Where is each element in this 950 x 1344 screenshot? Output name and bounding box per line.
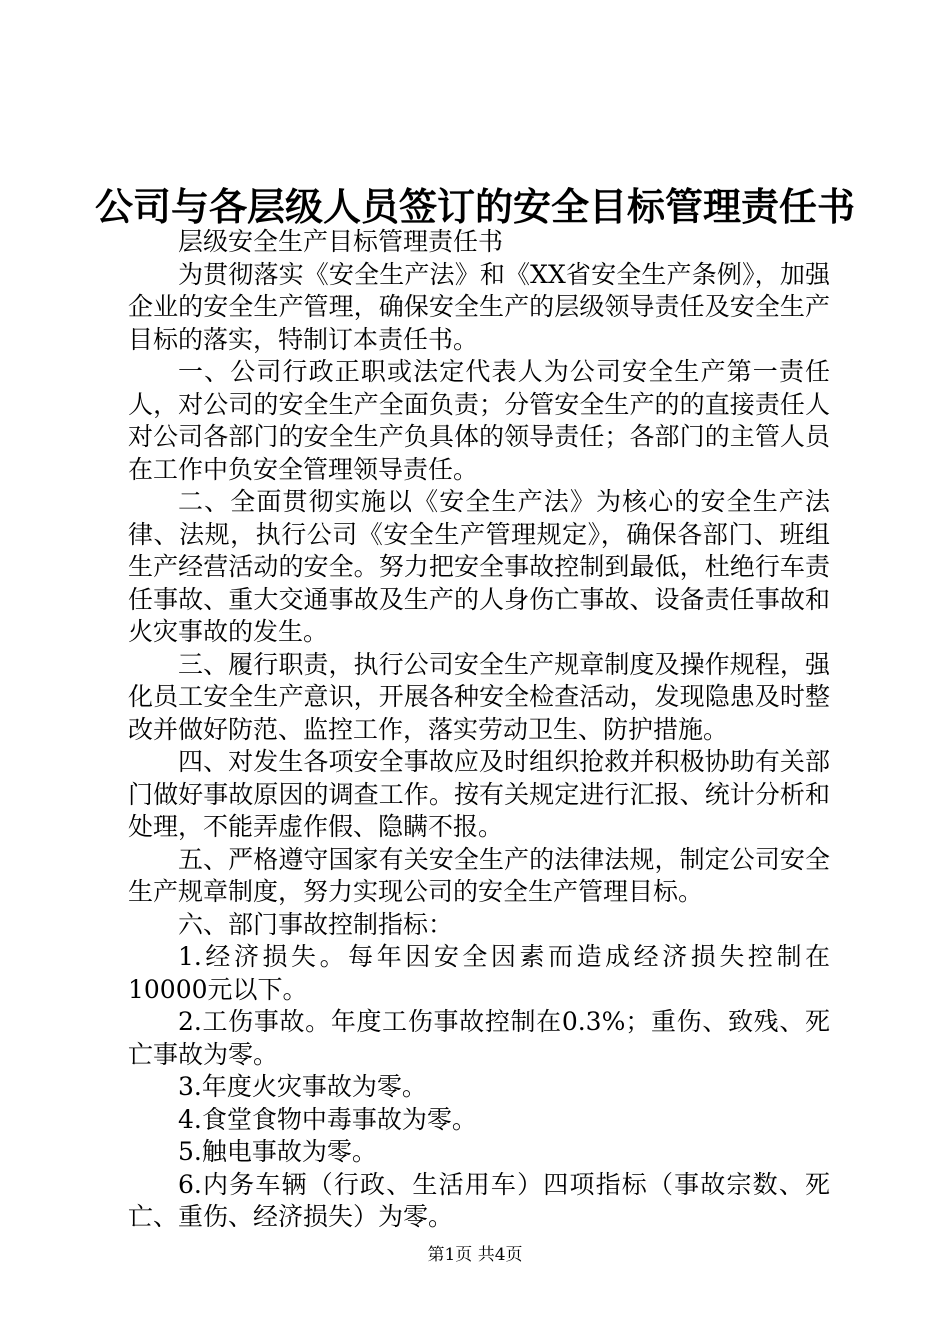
indicator-6: 6.内务车辆（行政、生活用车）四项指标（事故宗数、死亡、重伤、经济损失）为零。 — [128, 1169, 830, 1231]
paragraph-item-6: 六、部门事故控制指标： — [178, 909, 454, 939]
paragraph-item-2: 二、全面贯彻实施以《安全生产法》为核心的安全生产法律、法规，执行公司《安全生产管理规定》，确保各部门、班组生产经营活动的安全。努力把安全事故控制到最低，杜绝行车责任事故、重大交通事故及生产的人身伤亡事故、设备责任事故和火灾事故的发生。 — [128, 487, 830, 646]
indicator-1: 1.经济损失。每年因安全因素而造成经济损失控制在10000元以下。 — [128, 942, 830, 1004]
indicator-3: 3.年度火灾事故为零。 — [178, 1072, 427, 1101]
indicator-4: 4.食堂食物中毒事故为零。 — [178, 1104, 477, 1134]
paragraph-item-4: 四、对发生各项安全事故应及时组织抢救并积极协助有关部门做好事故原因的调查工作。按有关规定进行汇报、统计分析和处理，不能弄虚作假、隐瞒不报。 — [128, 747, 830, 841]
document-body — [128, 226, 830, 1234]
paragraph-intro: 为贯彻落实《安全生产法》和《XX省安全生产条例》，加强企业的安全生产管理，确保安全生产的层级领导责任及安全生产目标的落实，特制订本责任书。 — [128, 259, 830, 354]
paragraph-item-5: 五、严格遵守国家有关安全生产的法律法规，制定公司安全生产规章制度，努力实现公司的安全生产管理目标。 — [128, 844, 830, 906]
indicator-2: 2.工伤事故。年度工伤事故控制在0.3%；重伤、致残、死亡事故为零。 — [128, 1007, 830, 1069]
document-title: 公司与各层级人员签订的安全目标管理责任书 — [94, 184, 855, 229]
paragraph-item-1: 一、公司行政正职或法定代表人为公司安全生产第一责任人，对公司的安全生产全面负责；分管安全生产的的直接责任人对公司各部门的安全生产负具体的领导责任；各部门的主管人员在工作中负安全管理领导责任。 — [128, 357, 830, 484]
paragraph-item-3: 三、履行职责，执行公司安全生产规章制度及操作规程，强化员工安全生产意识，开展各种安全检查活动，发现隐患及时整改并做好防范、监控工作，落实劳动卫生、防护措施。 — [128, 649, 830, 744]
paragraph-subtitle: 层级安全生产目标管理责任书 — [178, 227, 504, 256]
indicator-5: 5.触电事故为零。 — [178, 1137, 377, 1166]
page-number-footer: 第1页 共4页 — [427, 1245, 523, 1265]
